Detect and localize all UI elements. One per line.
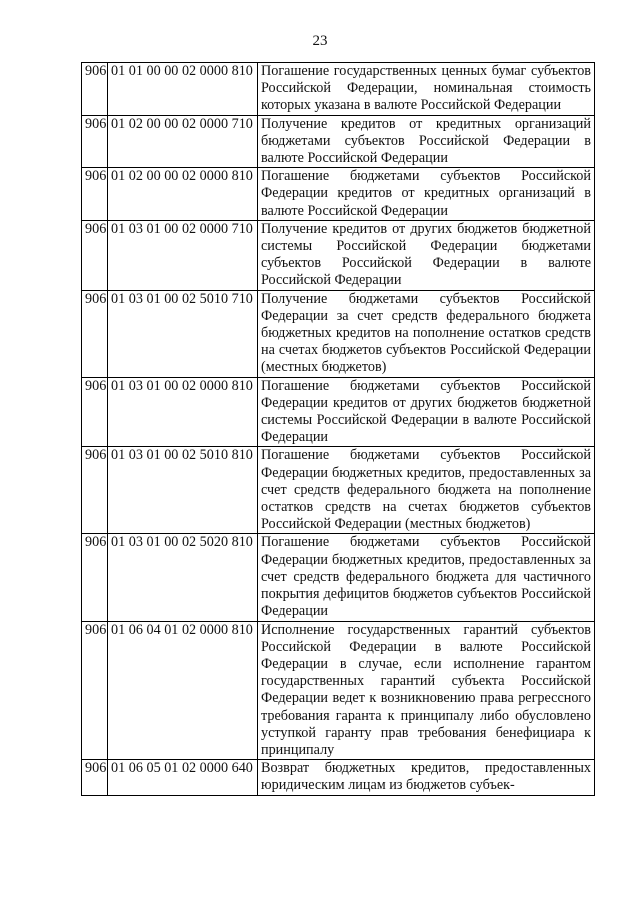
admin-code-cell: 906	[82, 168, 108, 221]
admin-code-cell: 906	[82, 377, 108, 447]
classification-code-cell: 01 03 01 00 02 0000 710	[108, 220, 258, 290]
table-row	[82, 760, 595, 795]
classification-code-cell: 01 02 00 00 02 0000 710	[108, 115, 258, 168]
classification-code-cell: 01 02 00 00 02 0000 810	[108, 168, 258, 221]
page-number: 23	[312, 33, 328, 49]
classification-code-cell: 01 03 01 00 02 5010 710	[108, 290, 258, 377]
classification-code-cell: 01 03 01 00 02 0000 810	[108, 377, 258, 447]
admin-code-cell: 906	[82, 63, 108, 116]
admin-code-cell: 906	[82, 760, 108, 795]
admin-code-cell: 906	[82, 447, 108, 534]
source-name-cell: Возврат бюджетных кредитов, предоставленных юридическим лицам из бюджетов субъек-	[258, 760, 595, 795]
table-row	[82, 63, 595, 116]
classification-code-cell: 01 03 01 00 02 5010 810	[108, 447, 258, 534]
source-name-cell: Получение кредитов от кредитных организаций бюджетами субъектов Российской Федерации в валюте Российской Федерации	[258, 115, 595, 168]
source-name-cell: Погашение бюджетами субъектов Российской Федерации кредитов от других бюджетов бюджетной системы Российской Федерации в валюте Российской Федерации	[258, 377, 595, 447]
table-row	[82, 220, 595, 290]
table-row	[82, 290, 595, 377]
classification-code-cell: 01 03 01 00 02 5020 810	[108, 534, 258, 621]
source-name-cell: Погашение бюджетами субъектов Российской Федерации бюджетных кредитов, предоставленных за счет средств федерального бюджета на пополнение остатков средств на счетах бюджетов субъектов Российской Федерации (местных бюджетов)	[258, 447, 595, 534]
table-row	[82, 534, 595, 621]
source-name-cell: Получение кредитов от других бюджетов бюджетной системы Российской Федерации бюджетами субъектов Российской Федерации в валюте Российской Федерации	[258, 220, 595, 290]
table-row	[82, 168, 595, 221]
source-name-cell: Погашение бюджетами субъектов Российской Федерации кредитов от кредитных организаций в валюте Российской Федерации	[258, 168, 595, 221]
classification-code-cell: 01 06 04 01 02 0000 810	[108, 621, 258, 760]
admin-code-cell: 906	[82, 220, 108, 290]
admin-code-cell: 906	[82, 534, 108, 621]
table-row	[82, 447, 595, 534]
source-name-cell: Погашение бюджетами субъектов Российской Федерации бюджетных кредитов, предоставленных за счет средств федерального бюджета для частичного покрытия дефицитов бюджетов субъектов Российской Федерации	[258, 534, 595, 621]
classification-code-cell: 01 01 00 00 02 0000 810	[108, 63, 258, 116]
admin-code-cell: 906	[82, 290, 108, 377]
source-name-cell: Погашение государственных ценных бумаг субъектов Российской Федерации, номинальная стоимость которых указана в валюте Российской Федерации	[258, 63, 595, 116]
classification-code-cell: 01 06 05 01 02 0000 640	[108, 760, 258, 795]
source-name-cell: Исполнение государственных гарантий субъектов Российской Федерации в валюте Российской Федерации в случае, если исполнение гарантом государственных гарантий субъекта Российской Федерации ведет к возникновению права регрессного требования гаранта к принципалу либо обусловлено уступкой гаранту прав требования бенефициара к принципалу	[258, 621, 595, 760]
table-row	[82, 621, 595, 760]
admin-code-cell: 906	[82, 621, 108, 760]
budget-classification-table	[81, 62, 595, 796]
admin-code-cell: 906	[82, 115, 108, 168]
table-row	[82, 377, 595, 447]
table-row	[82, 115, 595, 168]
source-name-cell: Получение бюджетами субъектов Российской Федерации за счет средств федерального бюджета бюджетных кредитов на пополнение остатков средств на счетах бюджетов субъектов Российской Федерации (местных бюджетов)	[258, 290, 595, 377]
